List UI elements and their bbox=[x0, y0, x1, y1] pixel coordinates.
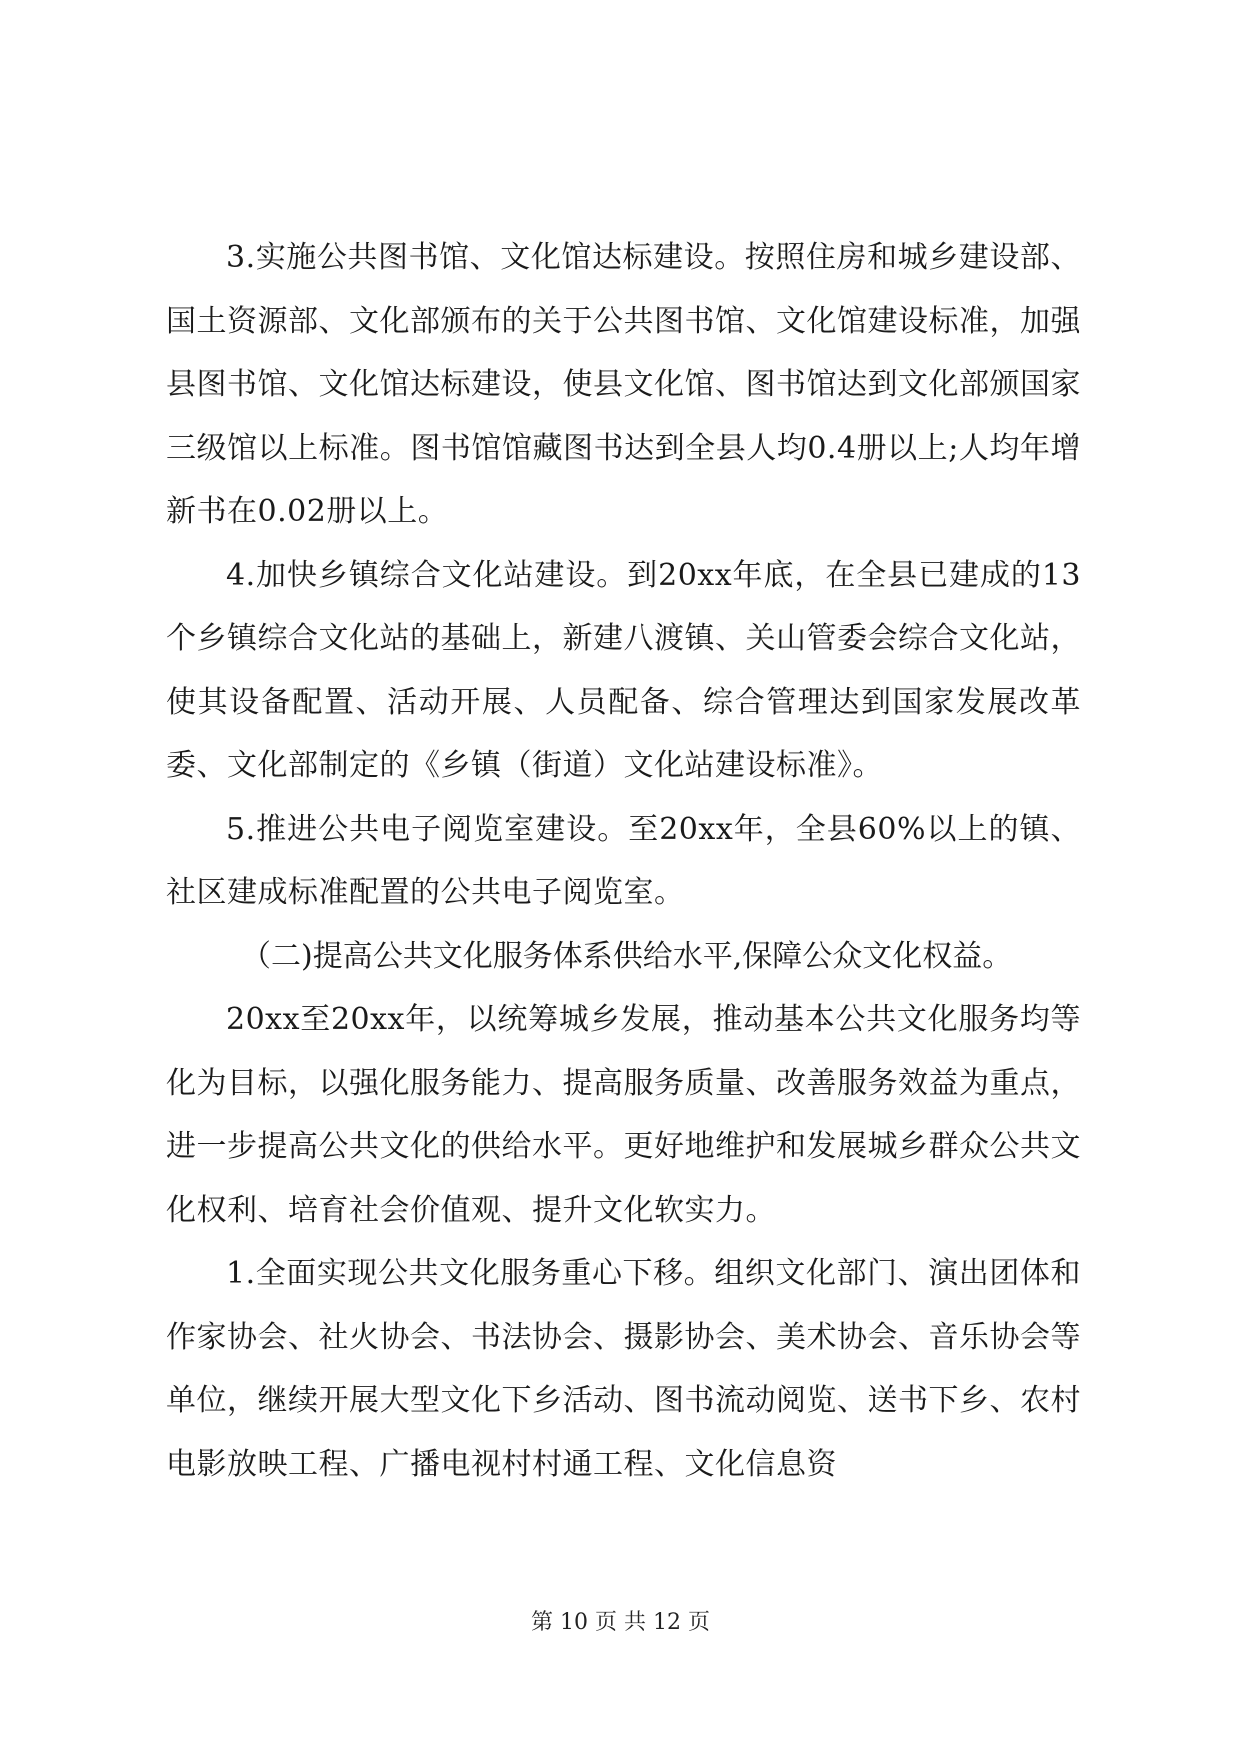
paragraph-township-culture-stations: 4.加快乡镇综合文化站建设。到20xx年底，在全县已建成的13个乡镇综合文化站的基础上，新建八渡镇、关山管委会综合文化站，使其设备配置、活动开展、人员配备、综合管理达到国家发展改革委、文化部制定的《乡镇（街道）文化站建设标准》。 bbox=[166, 557, 1081, 783]
section-heading-supply-level: （二)提高公共文化服务体系供给水平,保障公众文化权益。 bbox=[241, 938, 1013, 974]
paragraph-library-standards: 3.实施公共图书馆、文化馆达标建设。按照住房和城乡建设部、国土资源部、文化部颁布的关于公共图书馆、文化馆建设标准，加强县图书馆、文化馆达标建设，使县文化馆、图书馆达到文化部颁国家三级馆以上标准。图书馆馆藏图书达到全县人均0.4册以上;人均年增新书在0.02册以上。 bbox=[166, 240, 1081, 529]
paragraph-service-downshift: 1.全面实现公共文化服务重心下移。组织文化部门、演出团体和作家协会、社火协会、书法协会、摄影协会、美术协会、音乐协会等单位，继续开展大型文化下乡活动、图书流动阅览、送书下乡、农村电影放映工程、广播电视村村通工程、文化信息资 bbox=[166, 1256, 1081, 1482]
document-body bbox=[166, 226, 1081, 1496]
paragraph-goals: 20xx至20xx年，以统筹城乡发展，推动基本公共文化服务均等化为目标，以强化服务能力、提高服务质量、改善服务效益为重点，进一步提高公共文化的供给水平。更好地维护和发展城乡群众公共文化权利、培育社会价值观、提升文化软实力。 bbox=[166, 1002, 1081, 1228]
page-footer: 第 10 页 共 12 页 bbox=[531, 1610, 710, 1635]
paragraph-e-reading-rooms: 5.推进公共电子阅览室建设。至20xx年，全县60%以上的镇、社区建成标准配置的公共电子阅览室。 bbox=[166, 811, 1081, 910]
